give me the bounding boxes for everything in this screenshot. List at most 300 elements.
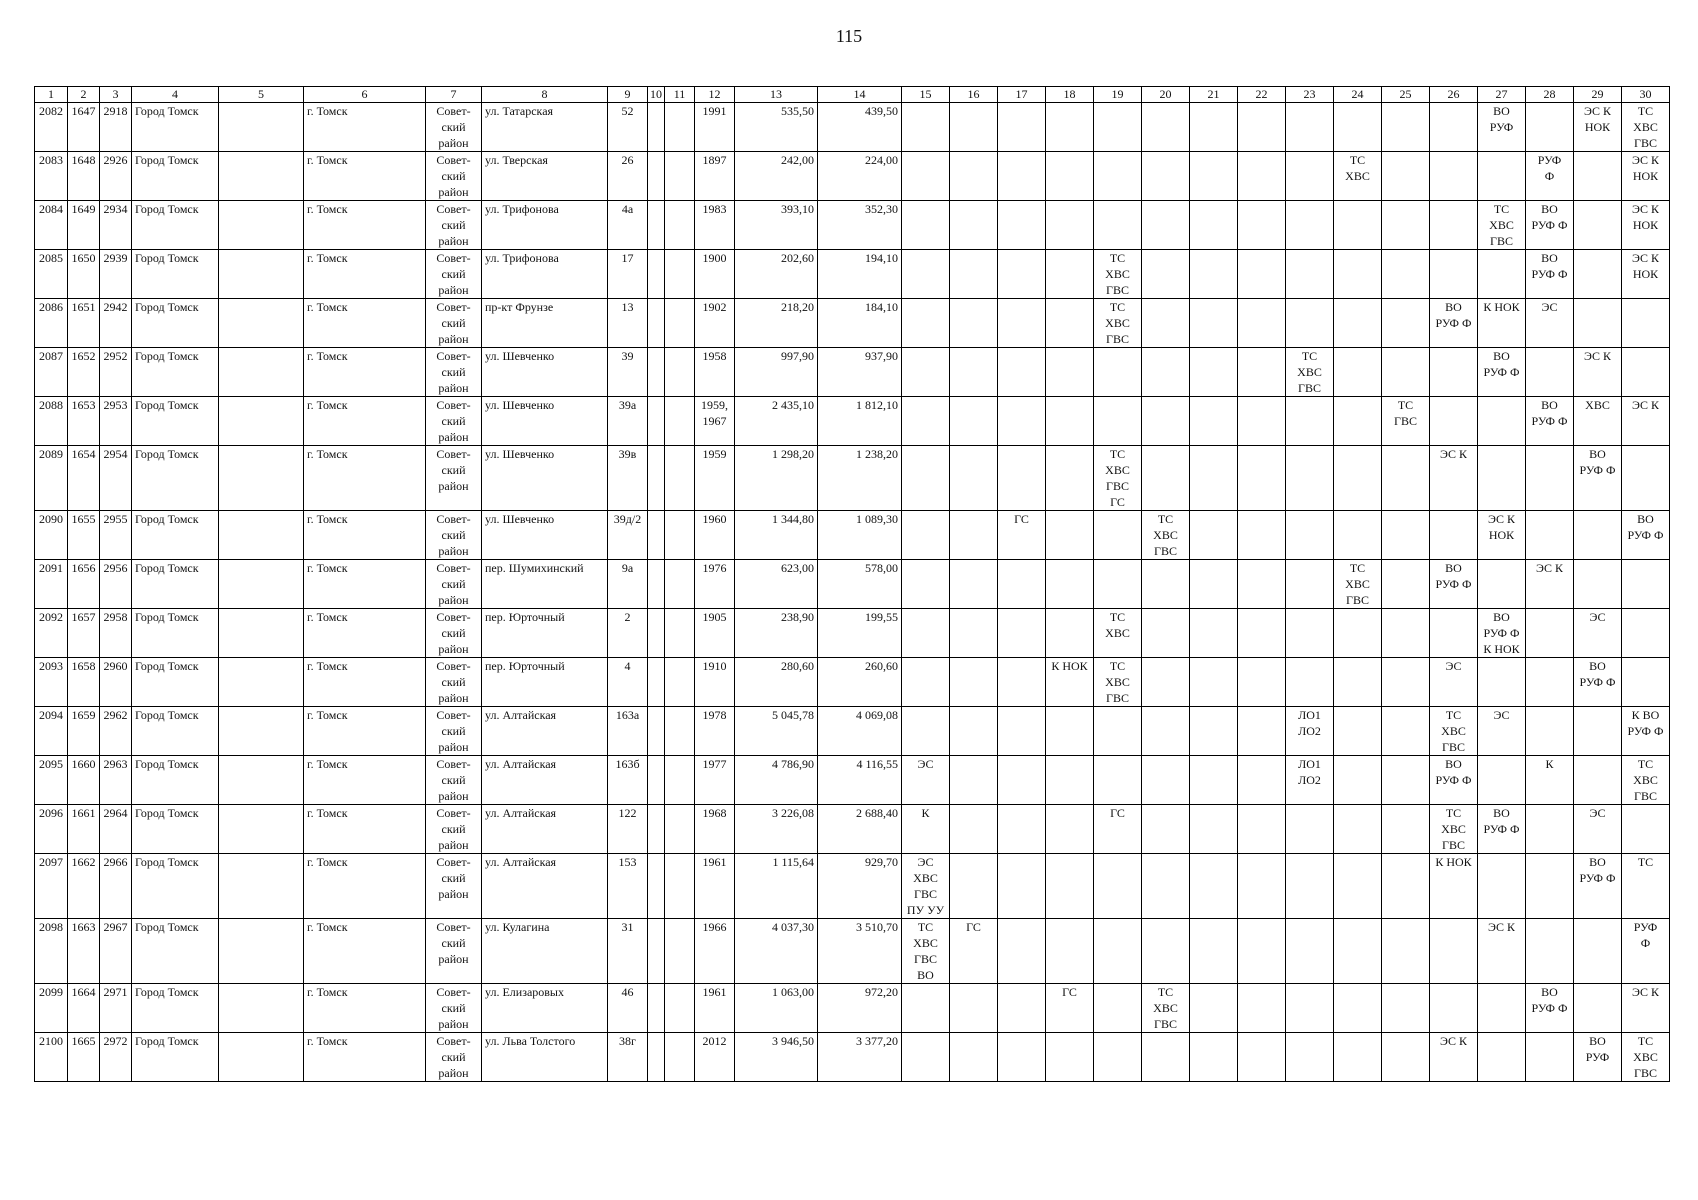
table-cell-col-4: Город Томск xyxy=(132,103,219,152)
table-cell-col-18 xyxy=(1046,805,1094,854)
table-cell-col-7: Совет- ский район xyxy=(426,299,482,348)
table-cell-col-3: 2971 xyxy=(100,984,132,1033)
table-cell-col-19 xyxy=(1094,560,1142,609)
table-cell-col-12: 1977 xyxy=(695,756,735,805)
table-cell-col-11 xyxy=(665,446,695,511)
table-cell-col-21 xyxy=(1190,348,1238,397)
table-cell-col-30 xyxy=(1622,805,1670,854)
table-cell-col-10 xyxy=(648,152,665,201)
table-cell-col-27 xyxy=(1478,658,1526,707)
table-cell-col-25 xyxy=(1382,348,1430,397)
table-cell-col-14: 352,30 xyxy=(818,201,902,250)
table-cell-col-2: 1657 xyxy=(68,609,100,658)
table-cell-col-2: 1651 xyxy=(68,299,100,348)
table-cell-col-5 xyxy=(219,609,304,658)
table-cell-col-26 xyxy=(1430,348,1478,397)
table-cell-col-16 xyxy=(950,609,998,658)
table-cell-col-24 xyxy=(1334,250,1382,299)
table-row xyxy=(35,103,1670,152)
table-cell-col-9: 9а xyxy=(608,560,648,609)
table-cell-col-10 xyxy=(648,511,665,560)
table-cell-col-5 xyxy=(219,658,304,707)
table-cell-col-29: ЭС xyxy=(1574,609,1622,658)
table-cell-col-16 xyxy=(950,984,998,1033)
table-cell-col-10 xyxy=(648,560,665,609)
table-cell-col-25: ТС ГВС xyxy=(1382,397,1430,446)
table-cell-col-21 xyxy=(1190,805,1238,854)
table-cell-col-28: К xyxy=(1526,756,1574,805)
table-cell-col-18 xyxy=(1046,1033,1094,1082)
table-cell-col-19 xyxy=(1094,397,1142,446)
table-cell-col-23: ТС ХВС ГВС xyxy=(1286,348,1334,397)
table-cell-col-8: ул. Шевченко xyxy=(482,397,608,446)
table-cell-col-30: ЭС К НОК xyxy=(1622,152,1670,201)
table-cell-col-12: 1960 xyxy=(695,511,735,560)
table-cell-col-13: 997,90 xyxy=(735,348,818,397)
table-cell-col-18: К НОК xyxy=(1046,658,1094,707)
table-cell-col-6: г. Томск xyxy=(304,511,426,560)
table-cell-col-17 xyxy=(998,609,1046,658)
table-cell-col-1: 2083 xyxy=(35,152,68,201)
table-cell-col-26: ВО РУФ Ф xyxy=(1430,560,1478,609)
table-cell-col-2: 1663 xyxy=(68,919,100,984)
table-cell-col-17 xyxy=(998,984,1046,1033)
table-cell-col-20 xyxy=(1142,299,1190,348)
table-cell-col-23 xyxy=(1286,103,1334,152)
table-cell-col-8: пер. Шумихинский xyxy=(482,560,608,609)
table-cell-col-29 xyxy=(1574,919,1622,984)
table-cell-col-25 xyxy=(1382,756,1430,805)
table-cell-col-9: 122 xyxy=(608,805,648,854)
table-cell-col-1: 2093 xyxy=(35,658,68,707)
table-cell-col-30: ТС ХВС ГВС xyxy=(1622,1033,1670,1082)
table-cell-col-9: 39а xyxy=(608,397,648,446)
table-row xyxy=(35,348,1670,397)
table-cell-col-18: ГС xyxy=(1046,984,1094,1033)
table-cell-col-13: 1 063,00 xyxy=(735,984,818,1033)
table-cell-col-1: 2087 xyxy=(35,348,68,397)
table-cell-col-17 xyxy=(998,250,1046,299)
table-cell-col-25 xyxy=(1382,201,1430,250)
table-cell-col-10 xyxy=(648,919,665,984)
table-cell-col-25 xyxy=(1382,446,1430,511)
table-cell-col-16 xyxy=(950,397,998,446)
table-cell-col-13: 1 115,64 xyxy=(735,854,818,919)
table-cell-col-17 xyxy=(998,201,1046,250)
table-cell-col-23 xyxy=(1286,250,1334,299)
table-cell-col-18 xyxy=(1046,397,1094,446)
table-cell-col-21 xyxy=(1190,201,1238,250)
table-cell-col-17 xyxy=(998,348,1046,397)
table-cell-col-9: 4 xyxy=(608,658,648,707)
table-cell-col-10 xyxy=(648,250,665,299)
table-cell-col-20 xyxy=(1142,152,1190,201)
table-row xyxy=(35,299,1670,348)
table-cell-col-11 xyxy=(665,511,695,560)
table-cell-col-20 xyxy=(1142,103,1190,152)
table-cell-col-30 xyxy=(1622,446,1670,511)
table-cell-col-27: ВО РУФ xyxy=(1478,103,1526,152)
table-cell-col-10 xyxy=(648,658,665,707)
table-cell-col-29: ЭС К xyxy=(1574,348,1622,397)
table-cell-col-11 xyxy=(665,805,695,854)
table-row xyxy=(35,805,1670,854)
column-header: 27 xyxy=(1478,87,1526,103)
table-cell-col-25 xyxy=(1382,1033,1430,1082)
table-cell-col-5 xyxy=(219,201,304,250)
table-row xyxy=(35,609,1670,658)
table-cell-col-15: К xyxy=(902,805,950,854)
table-cell-col-8: пер. Юрточный xyxy=(482,658,608,707)
table-cell-col-28 xyxy=(1526,707,1574,756)
column-header: 12 xyxy=(695,87,735,103)
table-cell-col-12: 1983 xyxy=(695,201,735,250)
table-cell-col-5 xyxy=(219,250,304,299)
table-cell-col-22 xyxy=(1238,446,1286,511)
table-cell-col-23 xyxy=(1286,201,1334,250)
table-cell-col-9: 31 xyxy=(608,919,648,984)
table-cell-col-23 xyxy=(1286,984,1334,1033)
table-cell-col-5 xyxy=(219,756,304,805)
table-cell-col-3: 2934 xyxy=(100,201,132,250)
table-cell-col-16 xyxy=(950,446,998,511)
table-cell-col-10 xyxy=(648,854,665,919)
table-cell-col-18 xyxy=(1046,299,1094,348)
column-header: 15 xyxy=(902,87,950,103)
table-cell-col-20 xyxy=(1142,397,1190,446)
table-cell-col-4: Город Томск xyxy=(132,1033,219,1082)
table-cell-col-22 xyxy=(1238,658,1286,707)
table-cell-col-4: Город Томск xyxy=(132,201,219,250)
table-cell-col-7: Совет- ский район xyxy=(426,1033,482,1082)
table-cell-col-6: г. Томск xyxy=(304,397,426,446)
table-cell-col-15 xyxy=(902,511,950,560)
table-cell-col-4: Город Томск xyxy=(132,152,219,201)
table-cell-col-26: ТС ХВС ГВС xyxy=(1430,805,1478,854)
table-cell-col-27 xyxy=(1478,446,1526,511)
table-cell-col-8: ул. Трифонова xyxy=(482,250,608,299)
table-cell-col-15: ЭС ХВС ГВС ПУ УУ xyxy=(902,854,950,919)
table-cell-col-8: ул. Кулагина xyxy=(482,919,608,984)
table-cell-col-22 xyxy=(1238,152,1286,201)
table-cell-col-3: 2955 xyxy=(100,511,132,560)
table-cell-col-15: ТС ХВС ГВС ВО xyxy=(902,919,950,984)
table-cell-col-28: РУФ Ф xyxy=(1526,152,1574,201)
table-cell-col-13: 202,60 xyxy=(735,250,818,299)
table-cell-col-24 xyxy=(1334,984,1382,1033)
table-cell-col-7: Совет- ский район xyxy=(426,348,482,397)
table-cell-col-14: 1 089,30 xyxy=(818,511,902,560)
table-cell-col-13: 5 045,78 xyxy=(735,707,818,756)
table-cell-col-27: ВО РУФ Ф xyxy=(1478,805,1526,854)
table-cell-col-4: Город Томск xyxy=(132,250,219,299)
table-cell-col-19: ТС ХВС ГВС xyxy=(1094,250,1142,299)
table-cell-col-2: 1656 xyxy=(68,560,100,609)
table-cell-col-11 xyxy=(665,201,695,250)
table-cell-col-13: 1 298,20 xyxy=(735,446,818,511)
table-cell-col-28: ВО РУФ Ф xyxy=(1526,250,1574,299)
table-cell-col-16 xyxy=(950,756,998,805)
table-cell-col-28 xyxy=(1526,609,1574,658)
table-cell-col-16 xyxy=(950,658,998,707)
table-cell-col-17 xyxy=(998,756,1046,805)
table-cell-col-28: ВО РУФ Ф xyxy=(1526,984,1574,1033)
column-header: 26 xyxy=(1430,87,1478,103)
table-cell-col-17 xyxy=(998,103,1046,152)
table-cell-col-14: 929,70 xyxy=(818,854,902,919)
table-cell-col-13: 242,00 xyxy=(735,152,818,201)
page-number: 115 xyxy=(835,26,863,46)
table-cell-col-25 xyxy=(1382,299,1430,348)
column-header: 21 xyxy=(1190,87,1238,103)
table-cell-col-21 xyxy=(1190,152,1238,201)
table-cell-col-6: г. Томск xyxy=(304,446,426,511)
table-cell-col-18 xyxy=(1046,919,1094,984)
table-cell-col-15 xyxy=(902,446,950,511)
table-cell-col-6: г. Томск xyxy=(304,103,426,152)
table-cell-col-29 xyxy=(1574,560,1622,609)
table-cell-col-30: ТС ХВС ГВС xyxy=(1622,103,1670,152)
table-cell-col-22 xyxy=(1238,609,1286,658)
table-row xyxy=(35,854,1670,919)
table-cell-col-27: ЭС xyxy=(1478,707,1526,756)
table-cell-col-5 xyxy=(219,348,304,397)
table-cell-col-1: 2084 xyxy=(35,201,68,250)
table-cell-col-6: г. Томск xyxy=(304,152,426,201)
table-cell-col-11 xyxy=(665,1033,695,1082)
table-cell-col-14: 194,10 xyxy=(818,250,902,299)
table-cell-col-12: 1968 xyxy=(695,805,735,854)
table-cell-col-14: 2 688,40 xyxy=(818,805,902,854)
table-cell-col-19 xyxy=(1094,103,1142,152)
table-cell-col-19: ТС ХВС xyxy=(1094,609,1142,658)
table-cell-col-22 xyxy=(1238,560,1286,609)
table-cell-col-11 xyxy=(665,658,695,707)
table-cell-col-26 xyxy=(1430,397,1478,446)
table-cell-col-11 xyxy=(665,152,695,201)
table-row xyxy=(35,658,1670,707)
table-cell-col-24 xyxy=(1334,707,1382,756)
table-cell-col-7: Совет- ский район xyxy=(426,805,482,854)
table-cell-col-27 xyxy=(1478,756,1526,805)
table-cell-col-21 xyxy=(1190,446,1238,511)
table-cell-col-9: 46 xyxy=(608,984,648,1033)
table-cell-col-26 xyxy=(1430,250,1478,299)
table-cell-col-27: ЭС К НОК xyxy=(1478,511,1526,560)
table-cell-col-7: Совет- ский район xyxy=(426,152,482,201)
table-cell-col-20 xyxy=(1142,446,1190,511)
table-cell-col-5 xyxy=(219,511,304,560)
table-cell-col-24 xyxy=(1334,511,1382,560)
table-cell-col-16 xyxy=(950,707,998,756)
table-cell-col-25 xyxy=(1382,511,1430,560)
table-cell-col-7: Совет- ский район xyxy=(426,707,482,756)
table-cell-col-6: г. Томск xyxy=(304,919,426,984)
table-cell-col-15: ЭС xyxy=(902,756,950,805)
column-header: 11 xyxy=(665,87,695,103)
table-cell-col-3: 2962 xyxy=(100,707,132,756)
table-cell-col-27 xyxy=(1478,397,1526,446)
table-cell-col-11 xyxy=(665,984,695,1033)
table-cell-col-13: 1 344,80 xyxy=(735,511,818,560)
table-cell-col-27 xyxy=(1478,250,1526,299)
table-cell-col-22 xyxy=(1238,201,1286,250)
table-cell-col-17 xyxy=(998,560,1046,609)
table-cell-col-22 xyxy=(1238,299,1286,348)
table-cell-col-19 xyxy=(1094,984,1142,1033)
table-cell-col-27: ТС ХВС ГВС xyxy=(1478,201,1526,250)
table-cell-col-29 xyxy=(1574,201,1622,250)
table-cell-col-2: 1664 xyxy=(68,984,100,1033)
table-cell-col-8: ул. Шевченко xyxy=(482,348,608,397)
table-cell-col-24 xyxy=(1334,103,1382,152)
table-row xyxy=(35,707,1670,756)
table-cell-col-15 xyxy=(902,348,950,397)
table-cell-col-17 xyxy=(998,152,1046,201)
table-cell-col-10 xyxy=(648,201,665,250)
table-cell-col-22 xyxy=(1238,103,1286,152)
table-cell-col-2: 1659 xyxy=(68,707,100,756)
table-cell-col-14: 3 510,70 xyxy=(818,919,902,984)
table-cell-col-23: ЛО1 ЛО2 xyxy=(1286,756,1334,805)
table-cell-col-6: г. Томск xyxy=(304,658,426,707)
table-cell-col-19 xyxy=(1094,707,1142,756)
table-cell-col-21 xyxy=(1190,984,1238,1033)
table-cell-col-14: 260,60 xyxy=(818,658,902,707)
table-cell-col-8: ул. Льва Толстого xyxy=(482,1033,608,1082)
table-cell-col-17 xyxy=(998,919,1046,984)
table-cell-col-16 xyxy=(950,1033,998,1082)
table-cell-col-13: 393,10 xyxy=(735,201,818,250)
table-cell-col-2: 1660 xyxy=(68,756,100,805)
table-cell-col-1: 2096 xyxy=(35,805,68,854)
table-cell-col-14: 3 377,20 xyxy=(818,1033,902,1082)
table-cell-col-18 xyxy=(1046,560,1094,609)
table-cell-col-14: 1 238,20 xyxy=(818,446,902,511)
table-cell-col-19 xyxy=(1094,919,1142,984)
table-cell-col-23: ЛО1 ЛО2 xyxy=(1286,707,1334,756)
table-cell-col-4: Город Томск xyxy=(132,707,219,756)
table-cell-col-1: 2088 xyxy=(35,397,68,446)
table-cell-col-15 xyxy=(902,984,950,1033)
table-cell-col-2: 1658 xyxy=(68,658,100,707)
table-cell-col-4: Город Томск xyxy=(132,446,219,511)
table-cell-col-2: 1653 xyxy=(68,397,100,446)
table-cell-col-10 xyxy=(648,609,665,658)
table-cell-col-26 xyxy=(1430,511,1478,560)
column-header: 23 xyxy=(1286,87,1334,103)
table-cell-col-9: 26 xyxy=(608,152,648,201)
table-cell-col-23 xyxy=(1286,152,1334,201)
table-cell-col-27 xyxy=(1478,152,1526,201)
table-cell-col-20 xyxy=(1142,919,1190,984)
table-cell-col-22 xyxy=(1238,984,1286,1033)
table-cell-col-22 xyxy=(1238,805,1286,854)
table-cell-col-18 xyxy=(1046,201,1094,250)
table-cell-col-9: 39 xyxy=(608,348,648,397)
table-cell-col-30: ЭС К НОК xyxy=(1622,201,1670,250)
table-cell-col-30: ТС xyxy=(1622,854,1670,919)
table-cell-col-7: Совет- ский район xyxy=(426,250,482,299)
table-cell-col-24: ТС ХВС xyxy=(1334,152,1382,201)
table-cell-col-10 xyxy=(648,397,665,446)
table-cell-col-10 xyxy=(648,103,665,152)
table-cell-col-13: 4 037,30 xyxy=(735,919,818,984)
table-cell-col-18 xyxy=(1046,511,1094,560)
table-cell-col-20 xyxy=(1142,854,1190,919)
table-cell-col-19: ТС ХВС ГВС xyxy=(1094,658,1142,707)
table-cell-col-3: 2964 xyxy=(100,805,132,854)
table-cell-col-8: ул. Тверская xyxy=(482,152,608,201)
table-cell-col-16 xyxy=(950,805,998,854)
table-cell-col-3: 2926 xyxy=(100,152,132,201)
table-cell-col-8: ул. Алтайская xyxy=(482,756,608,805)
housing-register-table xyxy=(34,86,1670,1082)
table-cell-col-6: г. Томск xyxy=(304,984,426,1033)
table-cell-col-27 xyxy=(1478,1033,1526,1082)
table-cell-col-3: 2954 xyxy=(100,446,132,511)
table-cell-col-21 xyxy=(1190,658,1238,707)
table-cell-col-17 xyxy=(998,446,1046,511)
table-cell-col-8: пер. Юрточный xyxy=(482,609,608,658)
table-cell-col-24: ТС ХВС ГВС xyxy=(1334,560,1382,609)
table-cell-col-27 xyxy=(1478,984,1526,1033)
table-cell-col-11 xyxy=(665,348,695,397)
table-cell-col-12: 1959 xyxy=(695,446,735,511)
table-cell-col-3: 2966 xyxy=(100,854,132,919)
table-cell-col-1: 2085 xyxy=(35,250,68,299)
table-cell-col-26: ЭС К xyxy=(1430,1033,1478,1082)
table-cell-col-9: 38г xyxy=(608,1033,648,1082)
table-cell-col-29: ЭС К НОК xyxy=(1574,103,1622,152)
table-cell-col-15 xyxy=(902,250,950,299)
table-cell-col-10 xyxy=(648,984,665,1033)
table-cell-col-25 xyxy=(1382,919,1430,984)
table-cell-col-3: 2958 xyxy=(100,609,132,658)
table-cell-col-7: Совет- ский район xyxy=(426,609,482,658)
table-cell-col-28 xyxy=(1526,103,1574,152)
table-cell-col-2: 1649 xyxy=(68,201,100,250)
table-cell-col-28 xyxy=(1526,658,1574,707)
table-cell-col-5 xyxy=(219,805,304,854)
table-cell-col-2: 1647 xyxy=(68,103,100,152)
table-cell-col-24 xyxy=(1334,854,1382,919)
table-cell-col-29: ВО РУФ xyxy=(1574,1033,1622,1082)
table-cell-col-7: Совет- ский район xyxy=(426,919,482,984)
table-cell-col-10 xyxy=(648,446,665,511)
table-cell-col-26: ТС ХВС ГВС xyxy=(1430,707,1478,756)
table-cell-col-7: Совет- ский район xyxy=(426,560,482,609)
table-cell-col-10 xyxy=(648,299,665,348)
table-cell-col-10 xyxy=(648,1033,665,1082)
table-cell-col-7: Совет- ский район xyxy=(426,511,482,560)
table-cell-col-17 xyxy=(998,397,1046,446)
table-cell-col-14: 199,55 xyxy=(818,609,902,658)
table-cell-col-14: 4 116,55 xyxy=(818,756,902,805)
table-cell-col-5 xyxy=(219,854,304,919)
table-cell-col-27: ВО РУФ Ф xyxy=(1478,348,1526,397)
table-cell-col-28 xyxy=(1526,446,1574,511)
table-cell-col-19 xyxy=(1094,756,1142,805)
table-cell-col-20 xyxy=(1142,1033,1190,1082)
column-header: 29 xyxy=(1574,87,1622,103)
table-cell-col-25 xyxy=(1382,854,1430,919)
table-cell-col-24 xyxy=(1334,805,1382,854)
table-cell-col-20 xyxy=(1142,805,1190,854)
table-cell-col-1: 2082 xyxy=(35,103,68,152)
table-cell-col-21 xyxy=(1190,609,1238,658)
table-cell-col-21 xyxy=(1190,707,1238,756)
